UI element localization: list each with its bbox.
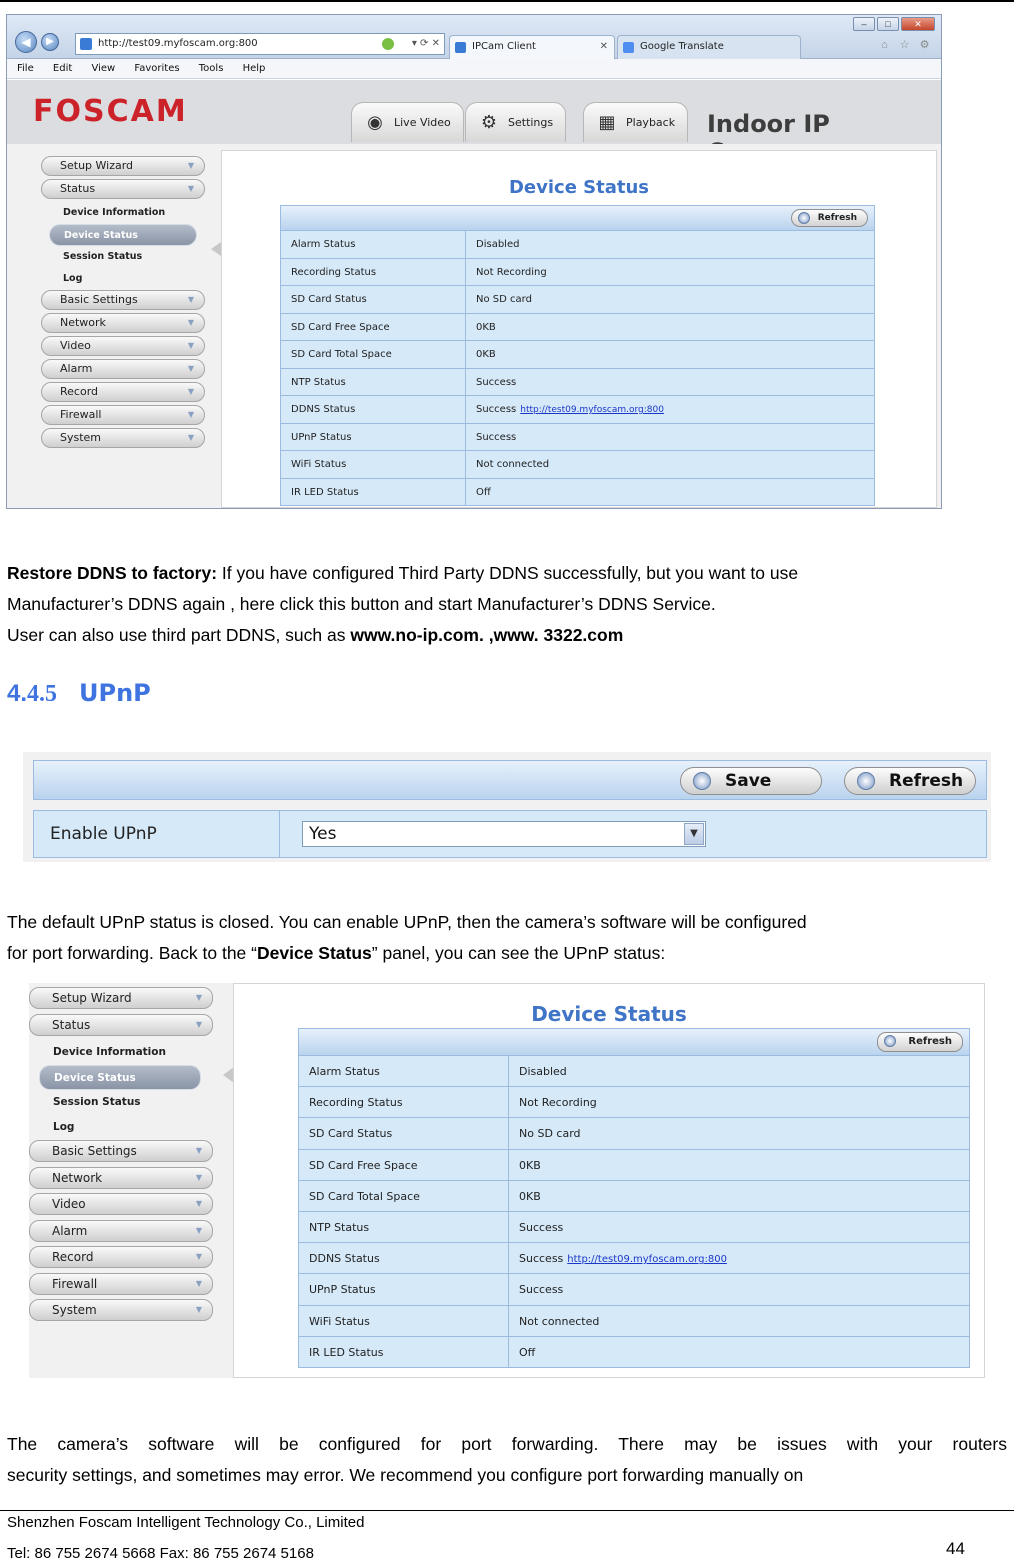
- upnp-paragraph2-line1: The camera’s software will be configured for port forwarding. There may be issues with your routers: [7, 1434, 1007, 1454]
- footer-contact: Tel: 86 755 2674 5668 Fax: 86 755 2674 5168: [7, 1545, 314, 1562]
- save-icon: [693, 772, 711, 790]
- status-value: [466, 259, 874, 286]
- translate-tab-icon: [623, 42, 634, 53]
- webcam-icon: ◉: [367, 112, 383, 133]
- upnp-paragraph2-line2: security settings, and sometimes may error. We recommend you configure port forwarding manually on: [7, 1465, 804, 1485]
- status-value-text: Success: [476, 376, 517, 388]
- sidebar-item-basic-settings[interactable]: Basic Settings ▼: [29, 1140, 213, 1162]
- table-row: [298, 1056, 970, 1087]
- foscam-logo: FOSCAM: [33, 94, 188, 129]
- upnp-settings-panel: [23, 752, 991, 862]
- table-row: [280, 259, 875, 287]
- refresh-label: Refresh: [817, 213, 857, 223]
- enable-upnp-select[interactable]: [302, 821, 706, 847]
- back-icon[interactable]: ◀: [15, 31, 37, 53]
- table-row: [298, 1243, 970, 1274]
- sidebar-sub-log[interactable]: Log: [53, 1121, 75, 1133]
- status-value-text: Disabled: [519, 1065, 567, 1078]
- nav-settings[interactable]: [465, 102, 566, 142]
- status-value: [509, 1118, 969, 1148]
- status-value: [466, 479, 874, 506]
- address-tools[interactable]: ▾ ⟳ ✕: [411, 38, 440, 49]
- footer-rule: [0, 1510, 1014, 1511]
- sidebar-item-setup-wizard[interactable]: Setup Wizard ▼: [29, 987, 213, 1009]
- sidebar-sub-device-information[interactable]: Device Information: [53, 1046, 166, 1058]
- device-status-screenshot: [29, 983, 985, 1378]
- forward-icon[interactable]: ▶: [41, 33, 59, 51]
- refresh-label: Refresh: [908, 1036, 952, 1047]
- save-label: Save: [725, 771, 772, 791]
- sidebar-item-network[interactable]: Network ▼: [29, 1167, 213, 1189]
- maximize-icon[interactable]: □: [877, 17, 899, 31]
- menu-bar: [7, 59, 941, 79]
- sidebar-sub-device-information[interactable]: Device Information: [63, 207, 166, 218]
- status-value-text: Not Recording: [519, 1096, 597, 1110]
- table-row: [298, 1337, 970, 1368]
- device-status-table: [298, 1028, 970, 1368]
- refresh-button[interactable]: [877, 1032, 963, 1052]
- favorites-star-icon[interactable]: ☆: [899, 39, 910, 51]
- refresh-icon: [798, 212, 810, 224]
- status-value: [466, 369, 874, 396]
- table-row: [280, 369, 875, 397]
- table-row: [298, 1212, 970, 1243]
- menu-file[interactable]: File: [17, 63, 34, 74]
- status-key: UPnP Status: [299, 1274, 509, 1304]
- table-row: [280, 231, 875, 259]
- status-key: SD Card Status: [299, 1118, 509, 1148]
- page-title: Device Status: [531, 1002, 687, 1026]
- status-value: [466, 286, 874, 313]
- close-tab-icon[interactable]: ✕: [599, 41, 608, 52]
- save-button[interactable]: [680, 767, 822, 795]
- section-number-major: 4.: [7, 680, 28, 707]
- restore-ddns-label: Restore DDNS to factory:: [7, 563, 218, 583]
- status-value-text: Success: [476, 431, 517, 443]
- status-key: SD Card Free Space: [281, 314, 466, 341]
- status-value-text: Disabled: [476, 239, 520, 250]
- upnp-paragraph1-line2: [7, 940, 665, 967]
- status-value-text: Not connected: [519, 1314, 600, 1328]
- site-favicon-icon: [80, 38, 92, 50]
- app-header: [7, 80, 941, 144]
- sidebar-item-firewall[interactable]: Firewall ▼: [41, 405, 205, 425]
- calendar-icon: ▦: [598, 112, 616, 133]
- sidebar-item-status[interactable]: Status ▼: [29, 1014, 213, 1036]
- status-key: SD Card Total Space: [299, 1181, 509, 1211]
- status-key: Recording Status: [299, 1087, 509, 1117]
- third-party-domains: www.no-ip.com. ,www. 3322.com: [350, 625, 624, 645]
- status-value-text: Success: [519, 1220, 564, 1234]
- status-key: SD Card Total Space: [281, 341, 466, 368]
- status-value: [466, 451, 874, 478]
- table-row: [280, 424, 875, 452]
- sidebar-item-setup-wizard[interactable]: Setup Wizard ▼: [41, 156, 205, 176]
- tab-label: Google Translate: [640, 41, 724, 52]
- sidebar-item-record[interactable]: Record ▼: [29, 1246, 213, 1268]
- status-value-text: No SD card: [519, 1127, 581, 1141]
- sidebar-item-record[interactable]: Record ▼: [41, 382, 205, 402]
- select-value: Yes: [309, 824, 337, 844]
- status-value-text: 0KB: [519, 1189, 541, 1203]
- upnp-paragraph1-line1: The default UPnP status is closed. You can enable UPnP, then the camera’s software will be configured: [7, 912, 807, 932]
- menu-favorites[interactable]: Favorites: [134, 63, 180, 74]
- device-status-panel: [233, 983, 985, 1378]
- text-segment: for port forwarding. Back to the “: [7, 943, 257, 963]
- restore-ddns-body: If you have configured Third Party DDNS successfully, but you want to use: [217, 563, 799, 583]
- menu-help[interactable]: Help: [242, 63, 266, 74]
- tab-ipcam-client[interactable]: [449, 35, 615, 59]
- status-value: [509, 1212, 969, 1242]
- sidebar-item-system[interactable]: System ▼: [29, 1299, 213, 1321]
- browser-toolbar-icons: [878, 39, 931, 52]
- camera-name: Indoor IP: [707, 110, 830, 138]
- section-heading: [7, 679, 151, 708]
- status-value: [466, 314, 874, 341]
- device-status-bold: Device Status: [256, 943, 372, 963]
- section-number-minor: 4.5: [27, 681, 58, 707]
- table-row: [280, 286, 875, 314]
- tab-google-translate[interactable]: [617, 35, 801, 59]
- table-row: [280, 479, 875, 507]
- enable-upnp-row: [33, 810, 987, 858]
- panel-pointer: [211, 242, 221, 256]
- nav-playback[interactable]: [583, 102, 688, 142]
- status-key: DDNS Status: [281, 396, 466, 423]
- status-value: [466, 341, 874, 368]
- sidebar-item-video[interactable]: Video ▼: [41, 336, 205, 356]
- status-value: [509, 1056, 969, 1086]
- refresh-icon: [857, 772, 875, 790]
- gear-icon[interactable]: ⚙: [919, 39, 930, 51]
- table-row: [298, 1118, 970, 1149]
- status-value: [509, 1274, 969, 1304]
- table-row: [298, 1306, 970, 1337]
- status-value-text: Off: [476, 486, 491, 498]
- table-row: [280, 341, 875, 369]
- status-value: [509, 1181, 969, 1211]
- nav-label: Playback: [626, 116, 676, 129]
- status-value-text: Not Recording: [476, 266, 547, 278]
- sidebar-item-system[interactable]: System ▼: [41, 428, 205, 448]
- ipcam-tab-icon: [455, 42, 466, 53]
- third-party-text: User can also use third part DDNS, such as: [7, 625, 351, 645]
- status-value-text: Success: [519, 1252, 564, 1266]
- ddns-link[interactable]: http://test09.myfoscam.org:800: [520, 405, 664, 415]
- text-segment: ” panel, you can see the UPnP status:: [371, 943, 666, 963]
- status-value: [509, 1243, 969, 1273]
- status-key: WiFi Status: [281, 451, 466, 478]
- status-key: SD Card Status: [281, 286, 466, 313]
- status-value-text: Off: [519, 1345, 536, 1359]
- menu-view[interactable]: View: [91, 63, 116, 74]
- compatibility-icon[interactable]: [382, 38, 394, 50]
- status-value: [509, 1306, 969, 1336]
- status-key: Alarm Status: [281, 231, 466, 258]
- sidebar-sub-session-status[interactable]: Session Status: [63, 251, 143, 262]
- restore-ddns-line1: [7, 560, 798, 587]
- browser-titlebar: [7, 15, 941, 59]
- status-value: [466, 231, 874, 258]
- table-row: [298, 1087, 970, 1118]
- status-value-text: Not connected: [476, 459, 550, 470]
- table-row: [298, 1181, 970, 1212]
- restore-ddns-line3: [7, 622, 623, 649]
- status-value-text: Success: [519, 1283, 564, 1297]
- enable-upnp-label: Enable UPnP: [34, 811, 280, 857]
- status-value-text: 0KB: [476, 321, 496, 333]
- page-number: 44: [946, 1539, 965, 1558]
- menu-edit[interactable]: Edit: [52, 63, 73, 74]
- restore-ddns-line2: Manufacturer’s DDNS again , here click this button and start Manufacturer’s DDNS Service.: [7, 594, 716, 614]
- refresh-icon: [884, 1035, 896, 1047]
- status-value: [509, 1087, 969, 1117]
- ddns-link[interactable]: http://test09.myfoscam.org:800: [567, 1254, 727, 1266]
- status-key: IR LED Status: [299, 1337, 509, 1367]
- refresh-button[interactable]: [844, 767, 976, 795]
- menu-tools[interactable]: Tools: [198, 63, 224, 74]
- sidebar-sub-device-status[interactable]: Device Status: [49, 224, 197, 246]
- nav-label: Settings: [508, 116, 554, 129]
- status-value: [509, 1337, 969, 1367]
- refresh-label: Refresh: [889, 771, 964, 791]
- status-value-text: Success: [476, 404, 517, 415]
- table-header: [280, 205, 875, 231]
- nav-live-video[interactable]: [351, 102, 464, 142]
- status-value-text: No SD card: [476, 294, 532, 305]
- refresh-button[interactable]: [791, 209, 868, 227]
- sidebar-item-alarm[interactable]: Alarm ▼: [41, 359, 205, 379]
- home-icon[interactable]: ⌂: [881, 39, 888, 51]
- sidebar-item-alarm[interactable]: Alarm ▼: [29, 1220, 213, 1242]
- status-key: Recording Status: [281, 259, 466, 286]
- status-key: Alarm Status: [299, 1056, 509, 1086]
- footer-company: Shenzhen Foscam Intelligent Technology Co., Limited: [7, 1514, 365, 1531]
- sidebar: [29, 987, 213, 1326]
- table-row: [298, 1150, 970, 1181]
- status-value: [466, 424, 874, 451]
- sidebar-item-firewall[interactable]: Firewall ▼: [29, 1273, 213, 1295]
- status-key: NTP Status: [281, 369, 466, 396]
- table-row: [280, 451, 875, 479]
- nav-label: Live Video: [394, 116, 451, 129]
- chevron-down-icon[interactable]: ▼: [684, 823, 704, 845]
- status-value-text: 0KB: [476, 349, 496, 360]
- upnp-toolbar: [33, 760, 987, 800]
- window-controls: [853, 17, 935, 31]
- window-close-icon[interactable]: ✕: [901, 17, 935, 31]
- status-key: NTP Status: [299, 1212, 509, 1242]
- device-status-table: [280, 205, 875, 506]
- tab-label: IPCam Client: [472, 41, 536, 52]
- device-status-panel: [221, 150, 937, 508]
- status-key: UPnP Status: [281, 424, 466, 451]
- sidebar-item-basic-settings[interactable]: Basic Settings ▼: [41, 290, 205, 310]
- section-title: UPnP: [79, 679, 151, 707]
- sidebar-sub-device-status[interactable]: Device Status: [39, 1065, 201, 1090]
- sidebar-sub-session-status[interactable]: Session Status: [53, 1096, 141, 1108]
- sidebar: [41, 156, 205, 451]
- sidebar-sub-log[interactable]: Log: [63, 273, 83, 284]
- sidebar-item-network[interactable]: Network ▼: [41, 313, 205, 333]
- table-row: [280, 396, 875, 424]
- table-header: [298, 1028, 970, 1056]
- browser-screenshot: [6, 14, 942, 509]
- status-key: WiFi Status: [299, 1306, 509, 1336]
- sidebar-item-video[interactable]: Video ▼: [29, 1193, 213, 1215]
- top-rule: [0, 0, 1014, 2]
- page-title: Device Status: [508, 177, 650, 198]
- sidebar-item-status[interactable]: Status ▼: [41, 179, 205, 199]
- status-key: DDNS Status: [299, 1243, 509, 1273]
- status-value-text: 0KB: [519, 1158, 541, 1172]
- app-body: [7, 144, 941, 509]
- address-url: http://test09.myfoscam.org:800: [98, 38, 258, 49]
- address-bar[interactable]: [75, 33, 445, 55]
- settings-icon: ⚙: [480, 112, 498, 133]
- status-key: SD Card Free Space: [299, 1150, 509, 1180]
- minimize-icon[interactable]: –: [853, 17, 875, 31]
- status-value: [509, 1150, 969, 1180]
- table-row: [298, 1274, 970, 1305]
- table-row: [280, 314, 875, 342]
- status-value: [466, 396, 874, 423]
- status-key: IR LED Status: [281, 479, 466, 506]
